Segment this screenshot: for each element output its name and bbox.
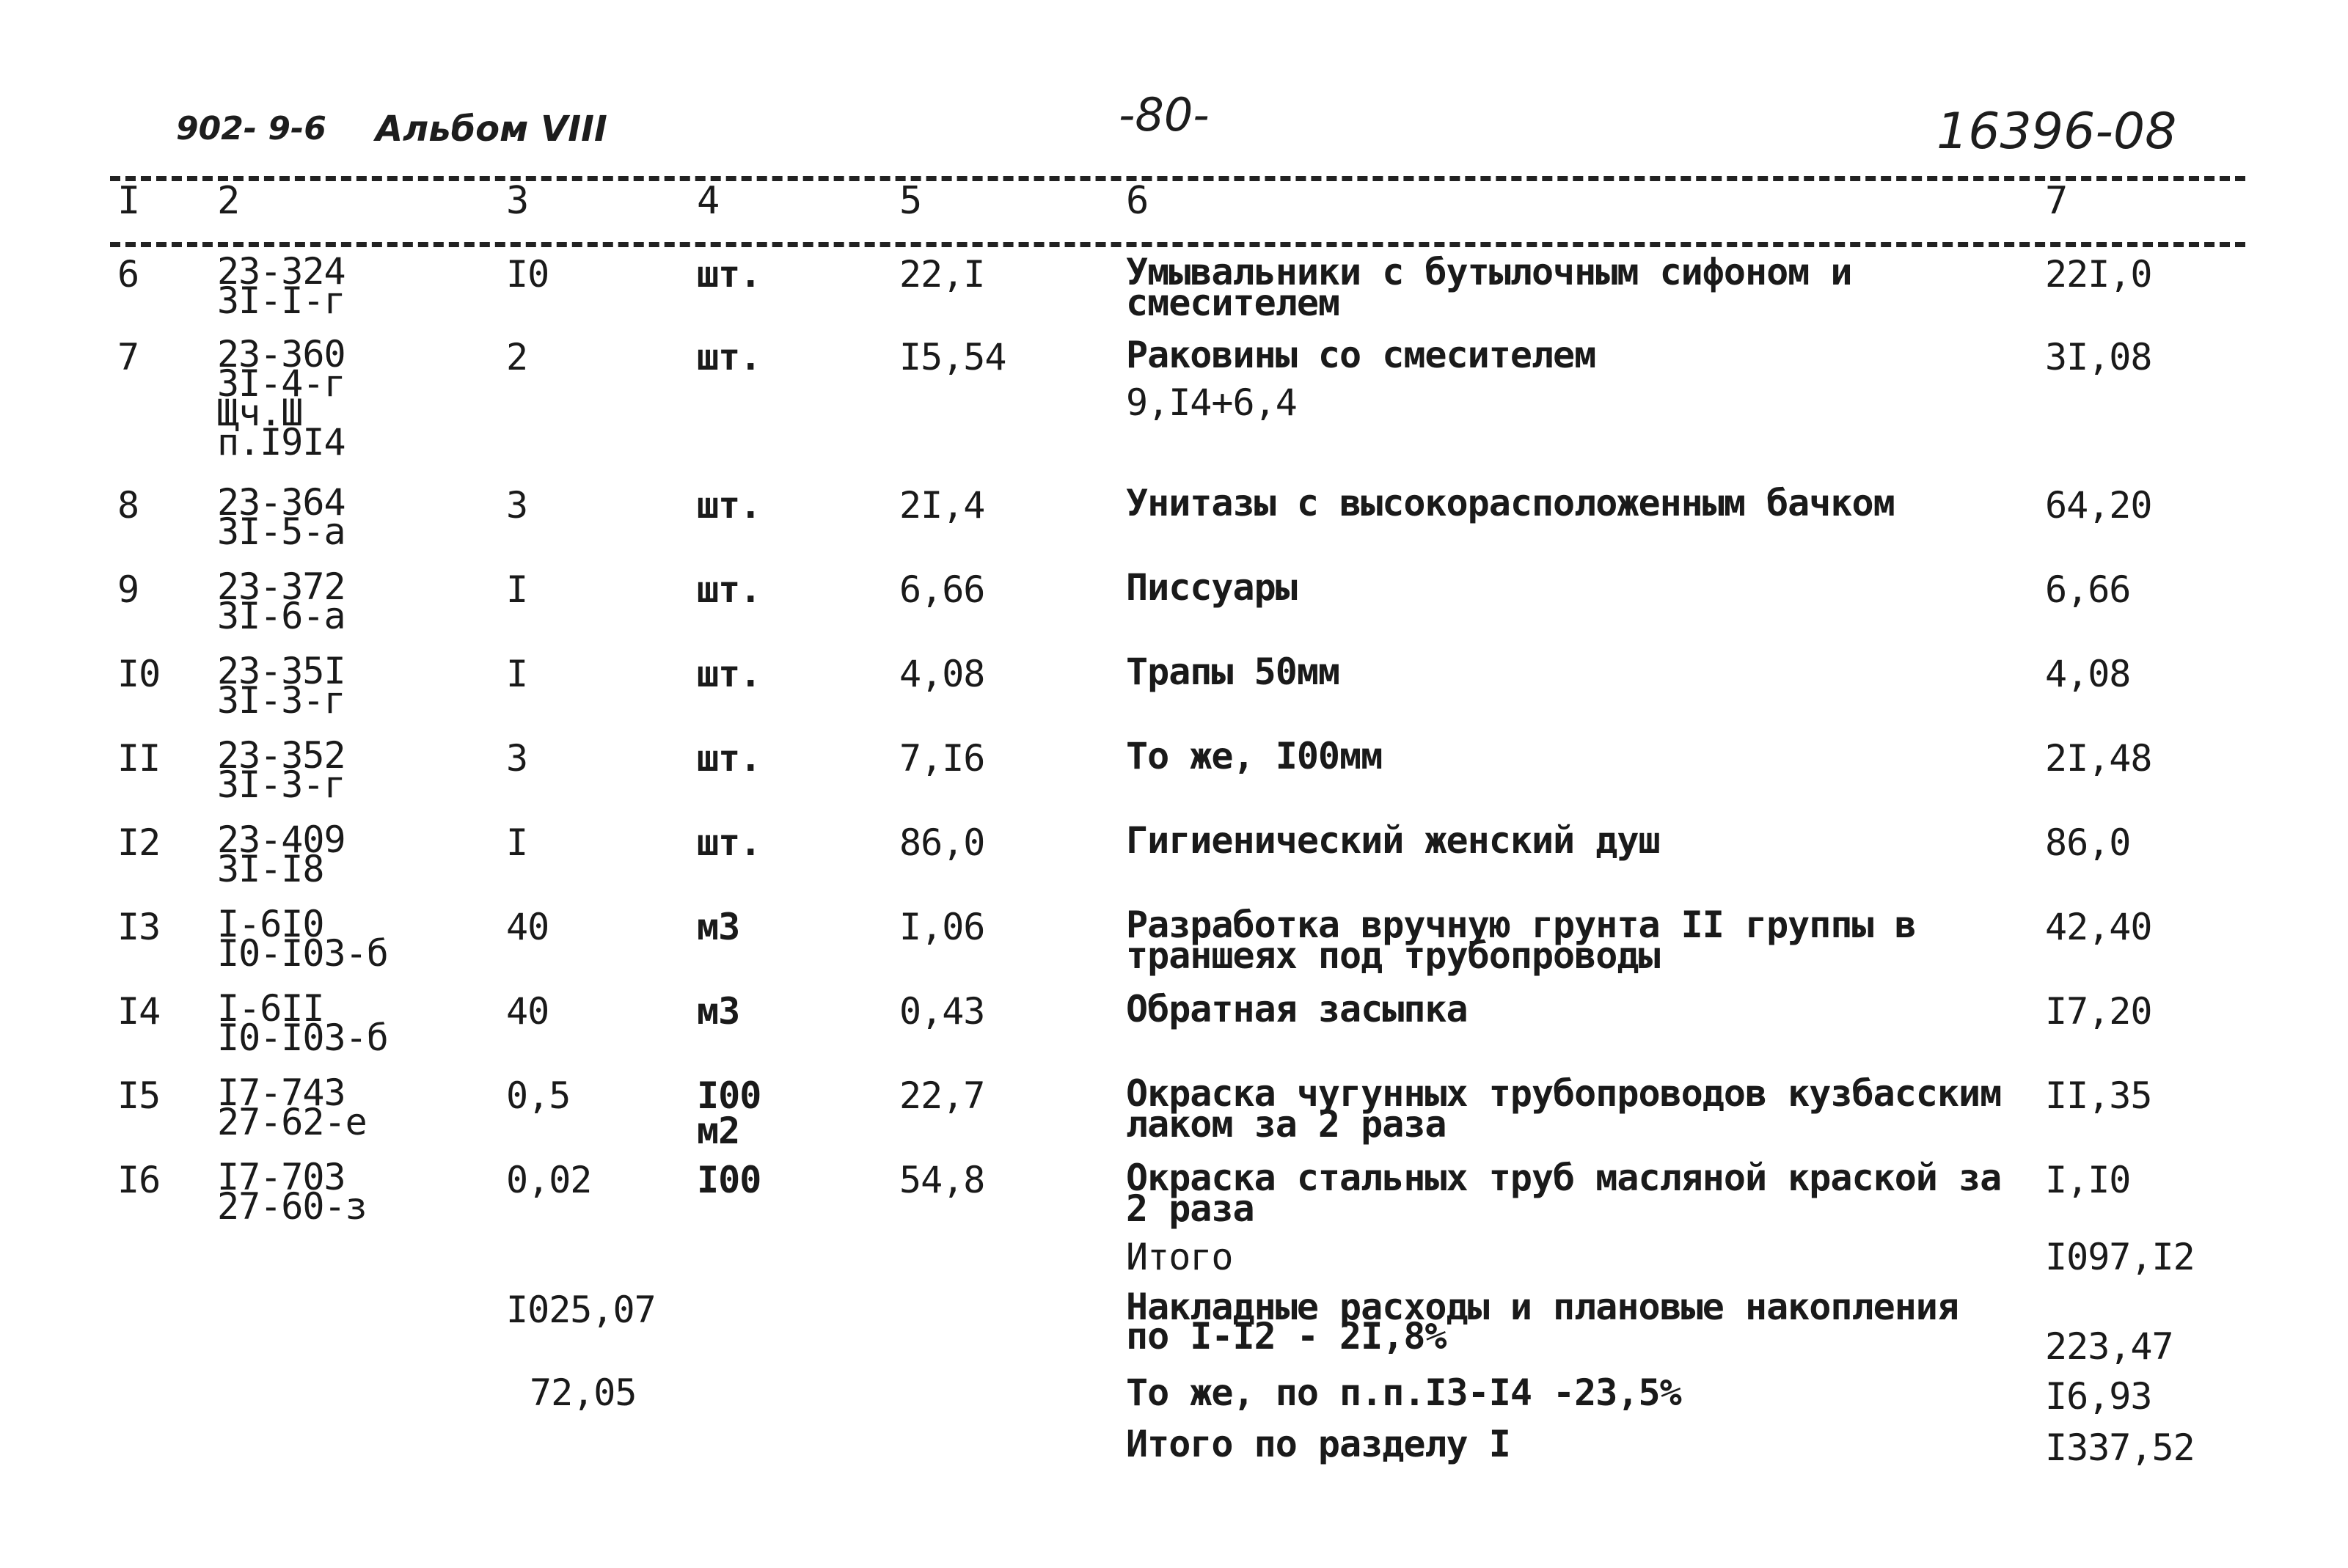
top-rule	[110, 176, 2245, 181]
overhead-base: I025,07	[506, 1289, 656, 1331]
price-cell: 2I,4	[899, 484, 985, 527]
same-total: I6,93	[2045, 1375, 2152, 1418]
total-cell: 86,0	[2045, 821, 2131, 864]
quantity-cell: 40	[506, 990, 549, 1033]
total-cell: I,I0	[2045, 1159, 2131, 1201]
quantity-cell: 2	[506, 336, 528, 378]
description-cell: Разработка вручную грунта II группы в траншеях под трубопроводы	[1126, 904, 1916, 977]
same-base: 72,05	[530, 1371, 637, 1414]
code-cell: I-6I0 I0-I03-б	[217, 903, 388, 975]
price-cell: 7,I6	[899, 737, 985, 780]
itogo-label: Итого	[1126, 1236, 1233, 1278]
description-cell: Писсуары	[1126, 566, 1297, 609]
quantity-cell: 40	[506, 906, 549, 948]
overhead-label: Накладные расходы и плановые накопления по I-I2 - 2I,8%	[1126, 1286, 1959, 1358]
column-number: 6	[1126, 179, 1149, 223]
quantity-cell: 3	[506, 737, 528, 780]
description-cell: Гигиенический женский душ	[1126, 819, 1660, 862]
price-cell: 22,7	[899, 1074, 985, 1117]
total-cell: 64,20	[2045, 484, 2152, 527]
row-number: 8	[117, 484, 139, 527]
column-number: 5	[899, 179, 922, 223]
code-cell: 23-409 3I-I8	[217, 818, 345, 890]
series-code: 902- 9-6	[176, 110, 326, 147]
price-cell: 86,0	[899, 821, 985, 864]
overhead-total: 223,47	[2045, 1325, 2173, 1368]
code-cell: 23-372 3I-6-а	[217, 565, 345, 637]
price-cell: 22,I	[899, 253, 985, 296]
code-cell: 23-364 3I-5-а	[217, 481, 345, 553]
description-cell: Раковины со смесителем	[1126, 334, 1596, 376]
total-cell: II,35	[2045, 1074, 2152, 1117]
description-cell: Трапы 50мм	[1126, 651, 1340, 693]
unit-cell: шт.	[697, 821, 761, 864]
row-number: 9	[117, 568, 139, 611]
album-label: Альбом VIII	[376, 109, 607, 150]
unit-cell: I00 м2	[697, 1074, 761, 1152]
description-cell: Умывальники с бутылочным сифоном и смесителем	[1126, 251, 1852, 324]
description-cell: Окраска чугунных трубопроводов кузбасским лаком за 2 раза	[1126, 1072, 2002, 1146]
column-number: I	[117, 179, 140, 223]
document-code: 16396-08	[1936, 103, 2177, 161]
row-number: II	[117, 737, 161, 780]
code-cell: I-6II I0-I03-б	[217, 987, 388, 1059]
quantity-cell: 0,5	[506, 1074, 571, 1117]
column-number: 2	[217, 179, 240, 223]
section-label: Итого по разделу I	[1126, 1423, 1510, 1465]
same-label: То же, по п.п.I3-I4 -23,5%	[1126, 1371, 1681, 1414]
total-cell: 22I,0	[2045, 253, 2152, 296]
total-cell: 3I,08	[2045, 336, 2152, 378]
code-cell: I7-743 27-62-е	[217, 1071, 367, 1143]
quantity-cell: 3	[506, 484, 528, 527]
description-cell: Унитазы с высокорасположенным бачком	[1126, 482, 1895, 524]
description-cell: Окраска стальных труб масляной краской за 2 раза	[1126, 1157, 2002, 1230]
unit-cell: шт.	[697, 568, 761, 611]
quantity-cell: 0,02	[506, 1159, 592, 1201]
code-cell: I7-703 27-60-з	[217, 1156, 367, 1228]
total-cell: 42,40	[2045, 906, 2152, 948]
description-cell: То же, I00мм	[1126, 735, 1383, 777]
price-cell: 6,66	[899, 568, 985, 611]
column-number: 7	[2045, 179, 2068, 223]
quantity-cell: I	[506, 568, 528, 611]
row-number: I5	[117, 1074, 161, 1117]
page-number: -80-	[1119, 88, 1210, 142]
unit-cell: шт.	[697, 737, 761, 780]
total-cell: 6,66	[2045, 568, 2131, 611]
code-cell: 23-324 3I-I-г	[217, 250, 345, 322]
quantity-cell: I	[506, 653, 528, 695]
price-cell: 4,08	[899, 653, 985, 695]
column-number: 3	[506, 179, 529, 223]
code-cell: 23-352 3I-3-г	[217, 734, 345, 806]
unit-cell: шт.	[697, 336, 761, 378]
header-rule	[110, 242, 2245, 247]
unit-cell: м3	[697, 990, 740, 1033]
code-cell: 23-35I 3I-3-г	[217, 650, 345, 722]
unit-cell: шт.	[697, 253, 761, 296]
total-cell: 2I,48	[2045, 737, 2152, 780]
section-total: I337,52	[2045, 1426, 2195, 1469]
row-number: I0	[117, 653, 161, 695]
quantity-cell: I	[506, 821, 528, 864]
itogo-total: I097,I2	[2045, 1236, 2195, 1278]
price-cell: 54,8	[899, 1159, 985, 1201]
description-note: 9,I4+6,4	[1126, 381, 1297, 424]
row-number: I4	[117, 990, 161, 1033]
quantity-cell: I0	[506, 253, 549, 296]
description-cell: Обратная засыпка	[1126, 988, 1468, 1030]
price-cell: 0,43	[899, 990, 985, 1033]
price-cell: I5,54	[899, 336, 1006, 378]
total-cell: I7,20	[2045, 990, 2152, 1033]
row-number: 7	[117, 336, 139, 378]
row-number: I3	[117, 906, 161, 948]
total-cell: 4,08	[2045, 653, 2131, 695]
code-cell: 23-360 3I-4-г Щч.Ш п.I9I4	[217, 333, 345, 464]
unit-cell: шт.	[697, 653, 761, 695]
unit-cell: I00	[697, 1159, 761, 1201]
row-number: I2	[117, 821, 161, 864]
price-cell: I,06	[899, 906, 985, 948]
row-number: 6	[117, 253, 139, 296]
row-number: I6	[117, 1159, 161, 1201]
column-number: 4	[697, 179, 720, 223]
unit-cell: шт.	[697, 484, 761, 527]
unit-cell: м3	[697, 906, 740, 948]
